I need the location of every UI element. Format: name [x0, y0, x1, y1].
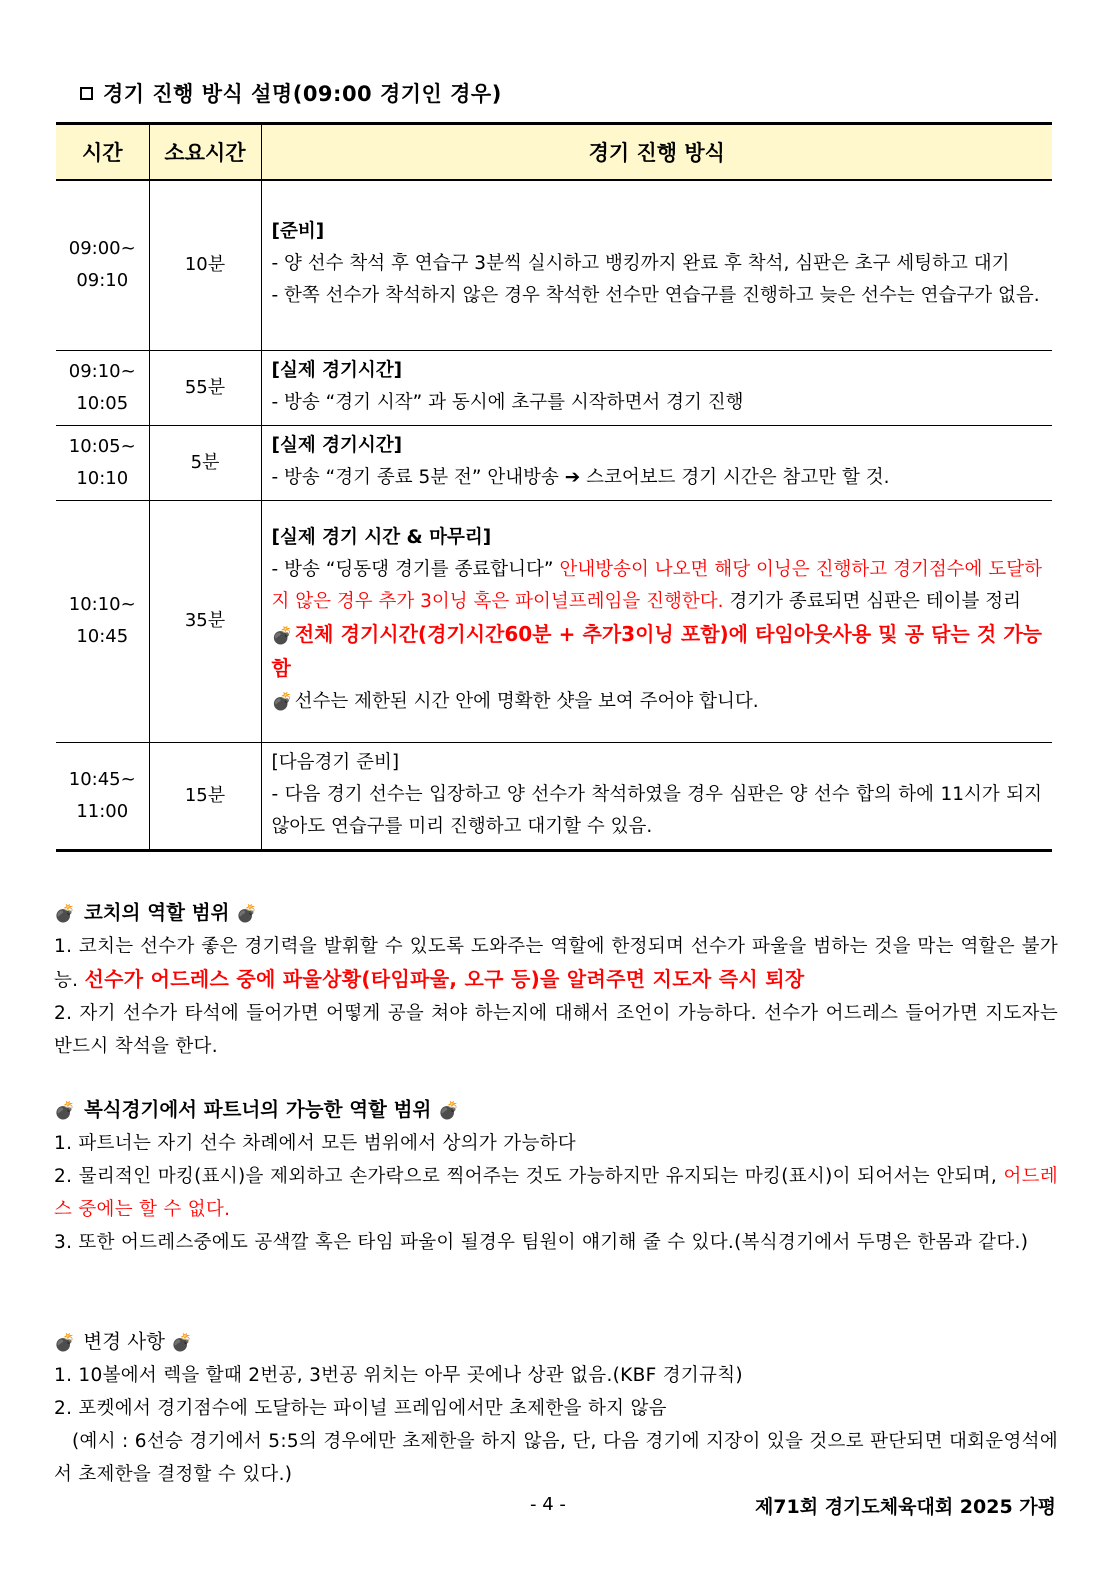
doubles-title	[54, 1093, 1058, 1127]
page-footer	[0, 1490, 1120, 1522]
row-subtitle: [다음경기 준비]	[271, 751, 400, 773]
row-note	[272, 686, 1043, 718]
bomb-icon: 💣	[54, 904, 76, 924]
bomb-icon: 💣	[271, 692, 293, 712]
doubles-item-text: 2. 물리적인 마킹(표시)을 제외하고 손가락으로 찍어주는 것도 가능하지만 유지되는 마킹(표시)이 되어서는 안되며,	[54, 1166, 1004, 1187]
table-row	[56, 425, 1052, 500]
changes-item-3: (예시 : 6선승 경기에서 5:5의 경우에만 초제한을 하지 않음, 단, 다음 경기에 지장이 있을 것으로 판단되면 대회운영석에서 초제한을 결정할 수 있다.)	[54, 1431, 1058, 1485]
time-cell	[56, 500, 149, 742]
coach-item-red-text: 선수가 어드레스 중에 파울상황(타임파울, 오구 등)을 알려주면 지도자 즉시 퇴장	[84, 967, 805, 991]
row-note-text: 선수는 제한된 시간 안에 명확한 샷을 보여 주어야 합니다.	[294, 691, 759, 712]
time-cell	[56, 742, 149, 850]
method-cell	[261, 180, 1052, 350]
changes-title	[54, 1325, 1058, 1359]
coach-item-2: 2. 자기 선수가 타석에 들어가면 어떻게 공을 쳐야 하는지에 대해서 조언이 가능하다. 선수가 어드레스 들어가면 지도자는 반드시 착석을 한다.	[54, 1003, 1058, 1057]
duration-cell: 10분	[149, 180, 261, 350]
time-cell	[56, 350, 149, 425]
checkbox-icon	[80, 87, 93, 100]
time-end: 11:00	[76, 800, 129, 822]
coach-item-text: 1. 코치는 선수가 좋은 경기력을 발휘할 수 있도록 도와주는 역할에 한정되며 선수가 파울을 범하는 것을 막는 역할은 불가능.	[54, 936, 1058, 991]
page-number: - 4 -	[530, 1494, 566, 1515]
row-line-text: 스코어보드 경기 시간은 참고만 할 것.	[586, 466, 890, 488]
coach-item-1	[54, 930, 1058, 997]
bomb-icon: 💣	[54, 1101, 76, 1121]
time-start: 10:05~	[68, 435, 136, 457]
method-cell	[261, 350, 1052, 425]
header-duration: 소요시간	[149, 124, 261, 181]
bomb-icon: 💣	[271, 626, 293, 646]
row-line-text: - 방송 “경기 종료 5분 전” 안내방송	[271, 466, 559, 488]
row-note-red	[272, 618, 1043, 686]
bomb-icon: 💣	[54, 1333, 76, 1353]
duration-cell: 55분	[149, 350, 261, 425]
row-line-text: - 방송 “딩동댕 경기를 종료합니다”	[271, 559, 560, 580]
time-start: 09:00~	[68, 238, 136, 260]
table-header-row	[56, 124, 1052, 181]
changes-section	[54, 1325, 1058, 1491]
method-cell	[261, 500, 1052, 742]
footer-title: 제71회 경기도체육대회 2025 가평	[754, 1496, 1056, 1518]
row-subtitle: [준비]	[271, 221, 325, 243]
table-row	[56, 500, 1052, 742]
method-cell	[261, 425, 1052, 500]
time-start: 09:10~	[68, 360, 136, 382]
doubles-item-2	[54, 1160, 1058, 1226]
row-subtitle: [실제 경기 시간 & 마무리]	[271, 527, 492, 548]
page-heading-text: 경기 진행 방식 설명(09:00 경기인 경우)	[103, 82, 502, 106]
doubles-title-text: 복식경기에서 파트너의 가능한 역할 범위	[83, 1098, 432, 1121]
table-row	[56, 180, 1052, 350]
row-line: - 양 선수 착석 후 연습구 3분씩 실시하고 뱅킹까지 완료 후 착석, 심판은 초구 세팅하고 대기	[271, 253, 1010, 275]
method-cell	[261, 742, 1052, 850]
page-heading	[80, 78, 502, 108]
row-subtitle: [실제 경기시간]	[271, 434, 403, 456]
time-end: 10:05	[76, 392, 129, 414]
changes-title-text: 변경 사항	[83, 1330, 165, 1353]
time-end: 09:10	[76, 270, 129, 292]
row-note-red-text: 전체 경기시간(경기시간60분 + 추가3이닝 포함)에 타임아웃사용 및 공 닦는 것 가능함	[271, 622, 1042, 680]
coach-title-text: 코치의 역할 범위	[83, 901, 230, 924]
coach-title	[54, 896, 1058, 930]
duration-cell: 5분	[149, 425, 261, 500]
time-start: 10:10~	[68, 594, 136, 615]
time-cell	[56, 425, 149, 500]
time-end: 10:45	[76, 626, 129, 647]
bomb-icon: 💣	[171, 1333, 193, 1353]
row-line	[272, 462, 1043, 494]
row-subtitle: [실제 경기시간]	[271, 359, 403, 381]
time-cell	[56, 180, 149, 350]
table-row	[56, 742, 1052, 850]
row-line	[272, 554, 1043, 618]
header-time: 시간	[56, 124, 149, 181]
arrow-right-icon: ➔	[564, 466, 581, 488]
schedule-table	[56, 122, 1052, 852]
row-line-red-text: 안내방송이 나오면 해당 이닝은 진행하고 경기점수에 도달하지 않은 경우 추가 3이닝 혹은 파이널프레임을 진행한다.	[271, 559, 1042, 612]
duration-cell: 35분	[149, 500, 261, 742]
row-line-text: 경기가 종료되면 심판은 테이블 정리	[723, 591, 1021, 612]
doubles-item-red-text: 어드레스 중에는 할 수 없다.	[54, 1166, 1058, 1220]
duration-cell: 15분	[149, 742, 261, 850]
header-method: 경기 진행 방식	[261, 124, 1052, 181]
row-line: - 방송 “경기 시작” 과 동시에 초구를 시작하면서 경기 진행	[271, 391, 744, 413]
time-start: 10:45~	[68, 768, 136, 790]
doubles-section	[54, 1093, 1058, 1259]
changes-item-2: 2. 포켓에서 경기점수에 도달하는 파이널 프레임에서만 초제한을 하지 않음	[54, 1398, 667, 1419]
row-line: - 다음 경기 선수는 입장하고 양 선수가 착석하였을 경우 심판은 양 선수 합의 하에 11시가 되지 않아도 연습구를 미리 진행하고 대기할 수 있음.	[271, 783, 1042, 837]
doubles-item-1: 1. 파트너는 자기 선수 차례에서 모든 범위에서 상의가 가능하다	[54, 1133, 576, 1154]
doubles-item-3: 3. 또한 어드레스중에도 공색깔 혹은 타임 파울이 될경우 팀원이 얘기해 줄 수 있다.(복식경기에서 두명은 한몸과 같다.)	[54, 1232, 1029, 1253]
changes-item-1: 1. 10볼에서 렉을 할때 2번공, 3번공 위치는 아무 곳에나 상관 없음.(KBF 경기규칙)	[54, 1365, 743, 1386]
row-line: - 한쪽 선수가 착석하지 않은 경우 착석한 선수만 연습구를 진행하고 늦은 선수는 연습구가 없음.	[271, 285, 1040, 307]
bomb-icon: 💣	[236, 904, 258, 924]
bomb-icon: 💣	[438, 1101, 460, 1121]
time-end: 10:10	[76, 467, 129, 489]
coach-section	[54, 896, 1058, 1063]
table-row	[56, 350, 1052, 425]
